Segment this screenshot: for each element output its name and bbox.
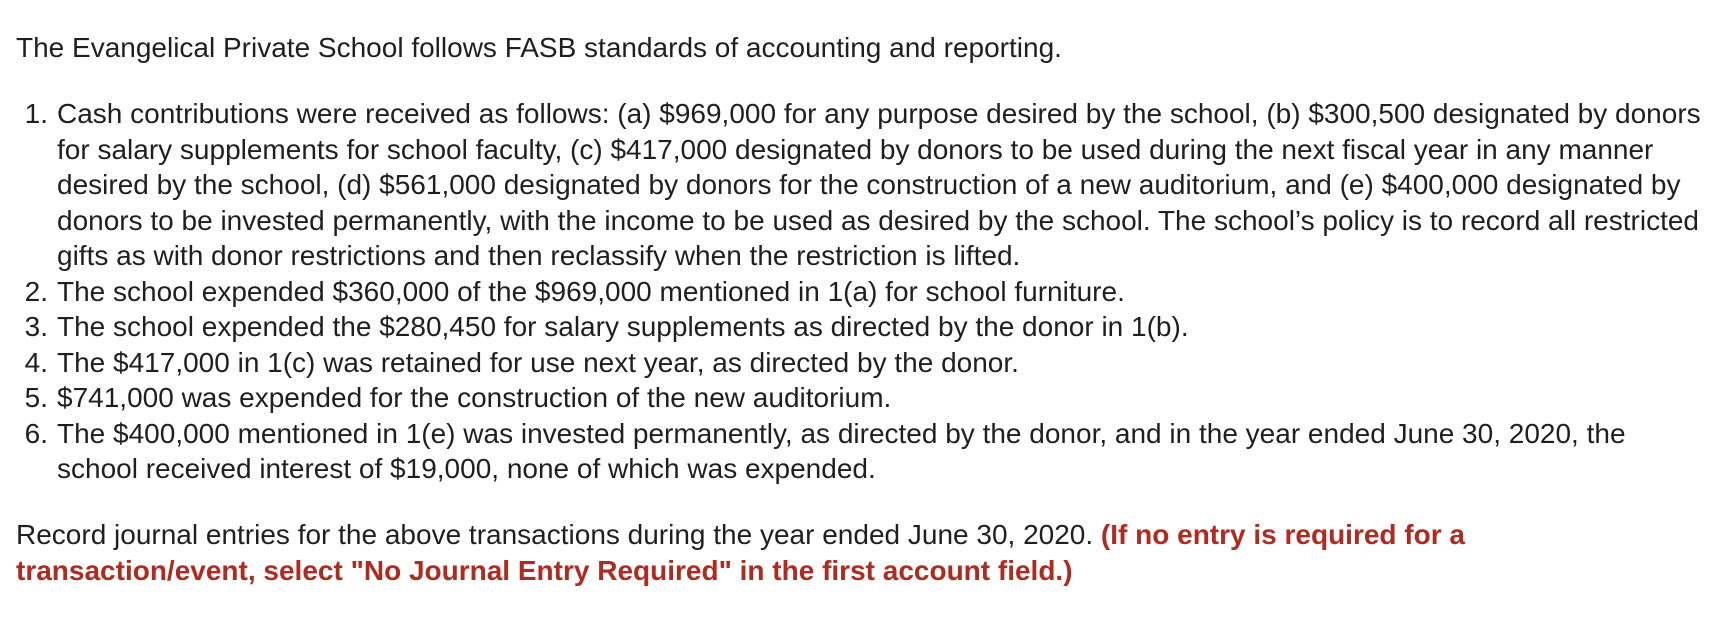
item-number: 3. [24,311,48,342]
transaction-item-1 [16,96,1704,274]
instruction-text: Record journal entries for the above transactions during the year ended June 30, 2020. [16,518,1094,550]
item-text: Cash contributions were received as follows: (a) $969,000 for any purpose desired by the school, (b) $300,500 designated by donors for salary supplements for school faculty, (c) $417,000 designated by donors to be used during the next fiscal year in any manner desired by the school, (d) $561,000 designated by donors for the construction of a new auditorium, and (e) $400,000 designated by donors to be invested permanently, with the income to be used as desired by the school. The school’s policy is to record all restricted gifts as with donor restrictions and then reclassify when the restriction is lifted. [57,98,1701,271]
instruction-paragraph [16,517,1704,589]
item-number: 2. [24,275,48,307]
transaction-item-4 [16,345,1704,381]
transaction-item-2 [16,274,1704,310]
transaction-item-3 [16,309,1704,345]
transaction-item-5 [16,380,1704,416]
instruction-emphasis: (If no entry is required for a transaction/event, select "No Journal Entry Required" in the first account field.) [16,518,1465,586]
item-number: 5. [24,382,48,413]
item-text: $741,000 was expended for the construction of the new auditorium. [57,382,892,413]
item-number: 1. [24,98,48,129]
item-number: 6. [24,417,48,449]
intro-paragraph: The Evangelical Private School follows FASB standards of accounting and reporting. [16,32,1062,63]
item-text: The $417,000 in 1(c) was retained for use next year, as directed by the donor. [57,346,1019,378]
transaction-item-6 [16,416,1704,487]
item-number: 4. [24,346,48,378]
transaction-list [16,96,1704,487]
item-text: The $400,000 mentioned in 1(e) was invested permanently, as directed by the donor, and in the year ended June 30, 2020, the school received interest of $19,000, none of which was expended. [57,417,1626,484]
item-text: The school expended $360,000 of the $969,000 mentioned in 1(a) for school furniture. [57,275,1125,307]
item-text: The school expended the $280,450 for salary supplements as directed by the donor in 1(b). [57,311,1189,342]
